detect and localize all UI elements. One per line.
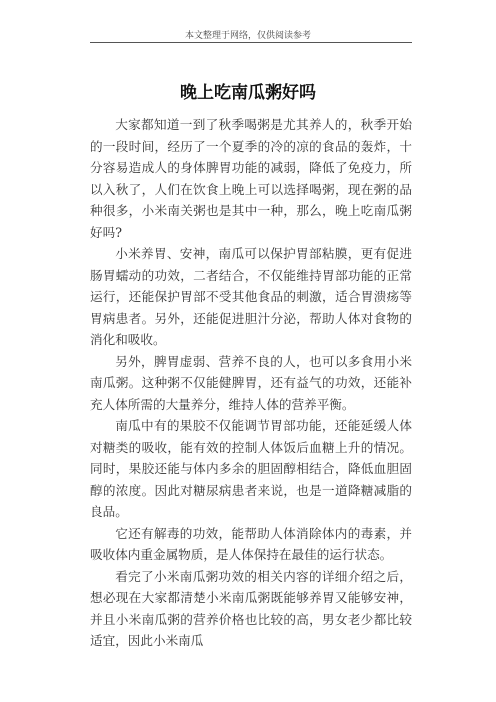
paragraph-1: 大家都知道一到了秋季喝粥是尤其养人的，秋季开始的一段时间，经历了一个夏季的冷的凉的食品的轰炸，十分容易造成人的身体脾胃功能的减弱，降低了免疫力，所以入秋了，人们在饮食上晚上可以选择喝粥，现在粥的品种很多，小米南关粥也是其中一种，那么，晚上吃南瓜粥好吗? xyxy=(90,117,412,240)
article-body xyxy=(90,114,412,652)
paragraph-4: 南瓜中有的果胶不仅能调节胃部功能，还能延缓人体对糖类的吸收，能有效的控制人体饭后血糖上升的情况。同时，果胶还能与体内多余的胆固醇相结合，降低血胆固醇的浓度。因此对糖尿病患者来说，也是一道降糖减脂的良品。 xyxy=(90,418,412,519)
paragraph-5: 它还有解毒的功效，能帮助人体消除体内的毒素，并吸收体内重金属物质，是人体保持在最佳的运行状态。 xyxy=(90,525,412,562)
header-divider xyxy=(90,42,412,43)
paragraph-6: 看完了小米南瓜粥功效的相关内容的详细介绍之后，想必现在大家都清楚小米南瓜粥既能够养胃又能够安神，并且小米南瓜粥的营养价格也比较的高，男女老少都比较适宜，因此小米南瓜 xyxy=(90,568,412,648)
article-title: 晚上吃南瓜粥好吗 xyxy=(180,83,316,103)
paragraph-2: 小米养胃、安神，南瓜可以保护胃部粘膜，更有促进肠胃蠕动的功效，二者结合，不仅能维持胃部功能的正常运行，还能保护胃部不受其他食品的刺激，适合胃溃疡等胃病患者。另外，还能促进胆汁分泌，帮助人体对食物的消化和吸收。 xyxy=(90,246,412,347)
paragraph-3: 另外，脾胃虚弱、营养不良的人，也可以多食用小米南瓜粥。这种粥不仅能健脾胃，还有益气的功效，还能补充人体所需的大量养分，维持人体的营养平衡。 xyxy=(90,353,412,412)
page-header-note: 本文整理于网络，仅供阅读参考 xyxy=(184,31,311,41)
